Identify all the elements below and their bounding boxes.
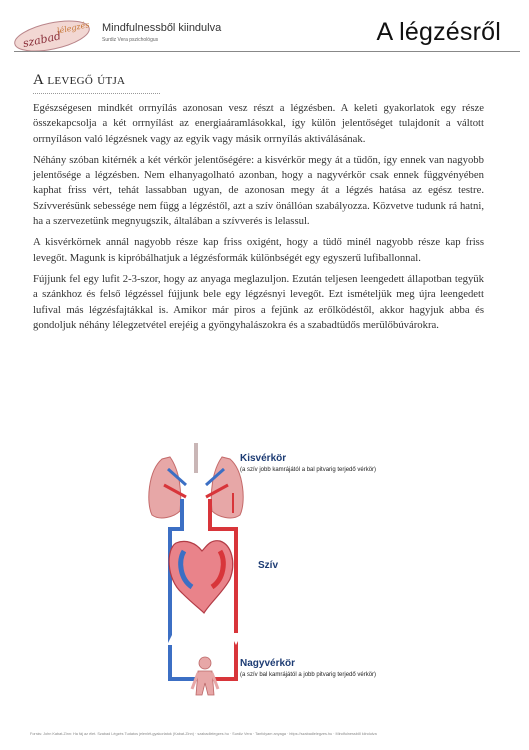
human-figure-illustration xyxy=(192,657,218,695)
svg-text:lélegzés: lélegzés xyxy=(56,20,91,36)
pulmonary-circuit-caption: (a szív jobb kamrájától a bal pitvarig terjedő vérkör) xyxy=(240,467,377,473)
svg-text:szabad: szabad xyxy=(21,29,63,51)
header-divider xyxy=(14,51,520,52)
paragraph: Néhány szóban kitérnék a két vérkör jelentőségére: a kisvérkör megy át a tüdőn, így ennek van nagyobb jelentősége a légzésben. Nem elhanyagolható azonban, hogy a nagyvérkör csak ennek függvényében kaphat friss vért, tehát lassabban ugyan, de azonosan megy át a légzés hatása az egész testre. Szívverésünk sebessége nem függ a légzéstől, azt a szív önállóan szabályozza. Közvetve tudunk rá hatni, ha a szervezetünk megnyugszik, általában a szívverés is lelassul. xyxy=(33,153,484,228)
article-body xyxy=(33,101,484,339)
heading-divider xyxy=(33,93,160,94)
page-title: A légzésről xyxy=(376,18,501,46)
brand-subtitle: Surdiz Vera pszichológus xyxy=(102,37,159,43)
logo xyxy=(12,16,100,52)
heart-illustration xyxy=(169,541,233,613)
circulation-diagram xyxy=(140,433,430,703)
lungs-illustration xyxy=(149,443,243,518)
paragraph: Fújjunk fel egy lufit 2-3-szor, hogy az anyaga meglazuljon. Ezután teljesen leengedett állapotban tegyük a szánkhoz és felső légzéssel fújjunk bele egy légzésnyi levegőt. Ezt ismételjük meg újra leengedett lufival más légzésfajtákkal is. Amikor már piros a fejünk az erőlködéstől, akkor hagyjuk abba és gondoljuk néhány lélegzetvétel erejéig a gyöngyhalászokra és a szabadtüdős merülőbúvárokra. xyxy=(33,272,484,331)
paragraph: Egészségesen mindkét orrnyílás azonosan vesz részt a légzésben. A keleti gyakorlatok egy része összekapcsolja a két orrnyílást az energiaáramlásokkal, így külön jelentőséget tulajdonít a váltott orrnyíláson való légzésnek vagy az egyik vagy másik orrnyílás aktiválásának. xyxy=(33,102,484,145)
systemic-circuit-caption: (a szív bal kamrájától a jobb pitvarig terjedő vérkör) xyxy=(240,672,377,678)
pulmonary-circuit-label: Kisvérkör xyxy=(240,453,287,464)
systemic-circuit-label: Nagyvérkör xyxy=(240,658,296,669)
paragraph: A kisvérkörnek annál nagyobb része kap friss oxigént, hogy a tüdő minél nagyobb része kap friss levegőt. Magunk is kipróbálhatjuk a légzésformák különbségét egy egyszerű lufiballonnal. xyxy=(33,236,484,264)
section-heading: A levegő útja xyxy=(33,72,126,88)
heart-label: Szív xyxy=(258,560,279,571)
brand-title: Mindfulnessből kiindulva xyxy=(102,22,222,34)
page-header xyxy=(0,0,529,56)
page-footer: Forrás: John Kabat-Zinn: Ha fáj az élet. Szabad Légzés Tudatos jelenlét-gyakorlatok (Kabat-Zinn) · szabadlelegzes.hu · Surdiz Vera · Tanfolyam anyaga · https://szabadlelegzes.hu · Mindfulnessből kiindulva xyxy=(30,732,377,736)
